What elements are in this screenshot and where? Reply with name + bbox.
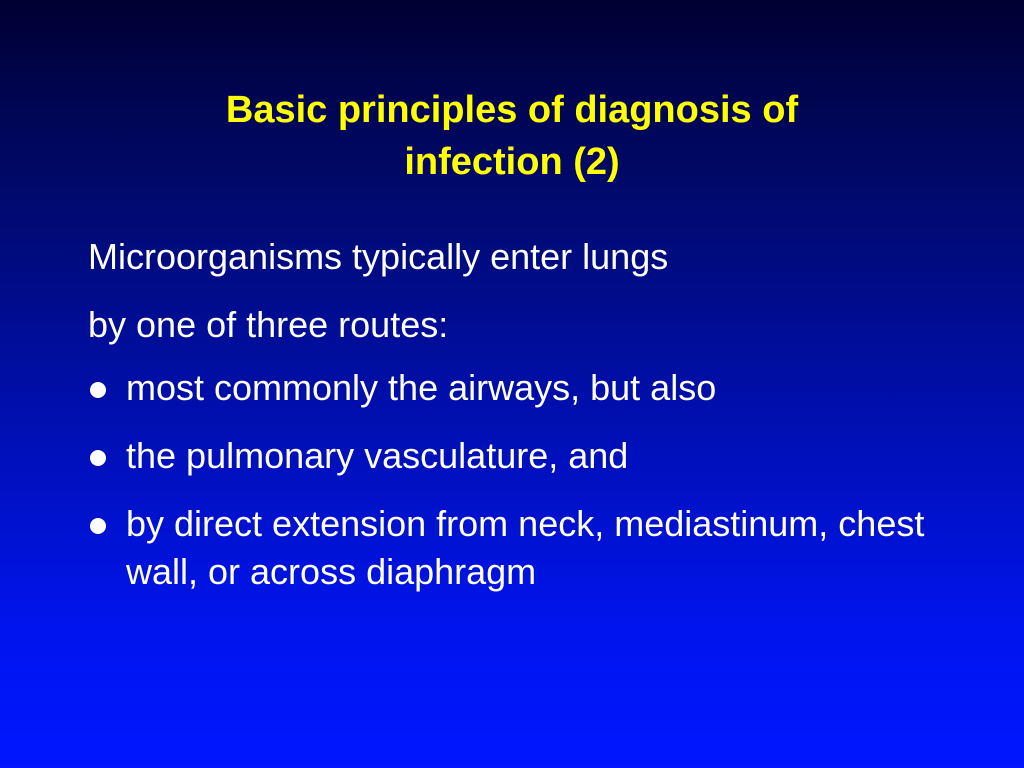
intro-line-1: Microorganisms typically enter lungs	[88, 236, 669, 277]
bullet-item-direct-extension	[88, 500, 968, 596]
bullet-item-airways	[88, 364, 968, 412]
bullet-dot-icon	[90, 382, 106, 398]
slide-title	[60, 84, 964, 188]
intro-line-2: by one of three routes:	[88, 304, 449, 345]
slide-title-line-1: Basic principles of diagnosis of	[225, 89, 799, 131]
slide-title-line-2: infection (2)	[404, 141, 620, 183]
bullet-text-vasculature: the pulmonary vasculature, and	[126, 435, 629, 476]
bullet-dot-icon	[90, 450, 106, 466]
bullet-dot-icon	[90, 518, 106, 534]
bullet-text-direct-extension: by direct extension from neck, mediastinum, chest wall, or across diaphragm	[126, 503, 925, 592]
bullet-item-vasculature	[88, 432, 968, 480]
bullet-list	[88, 364, 968, 596]
bullet-text-airways: most commonly the airways, but also	[126, 367, 717, 408]
slide-body	[88, 228, 968, 616]
